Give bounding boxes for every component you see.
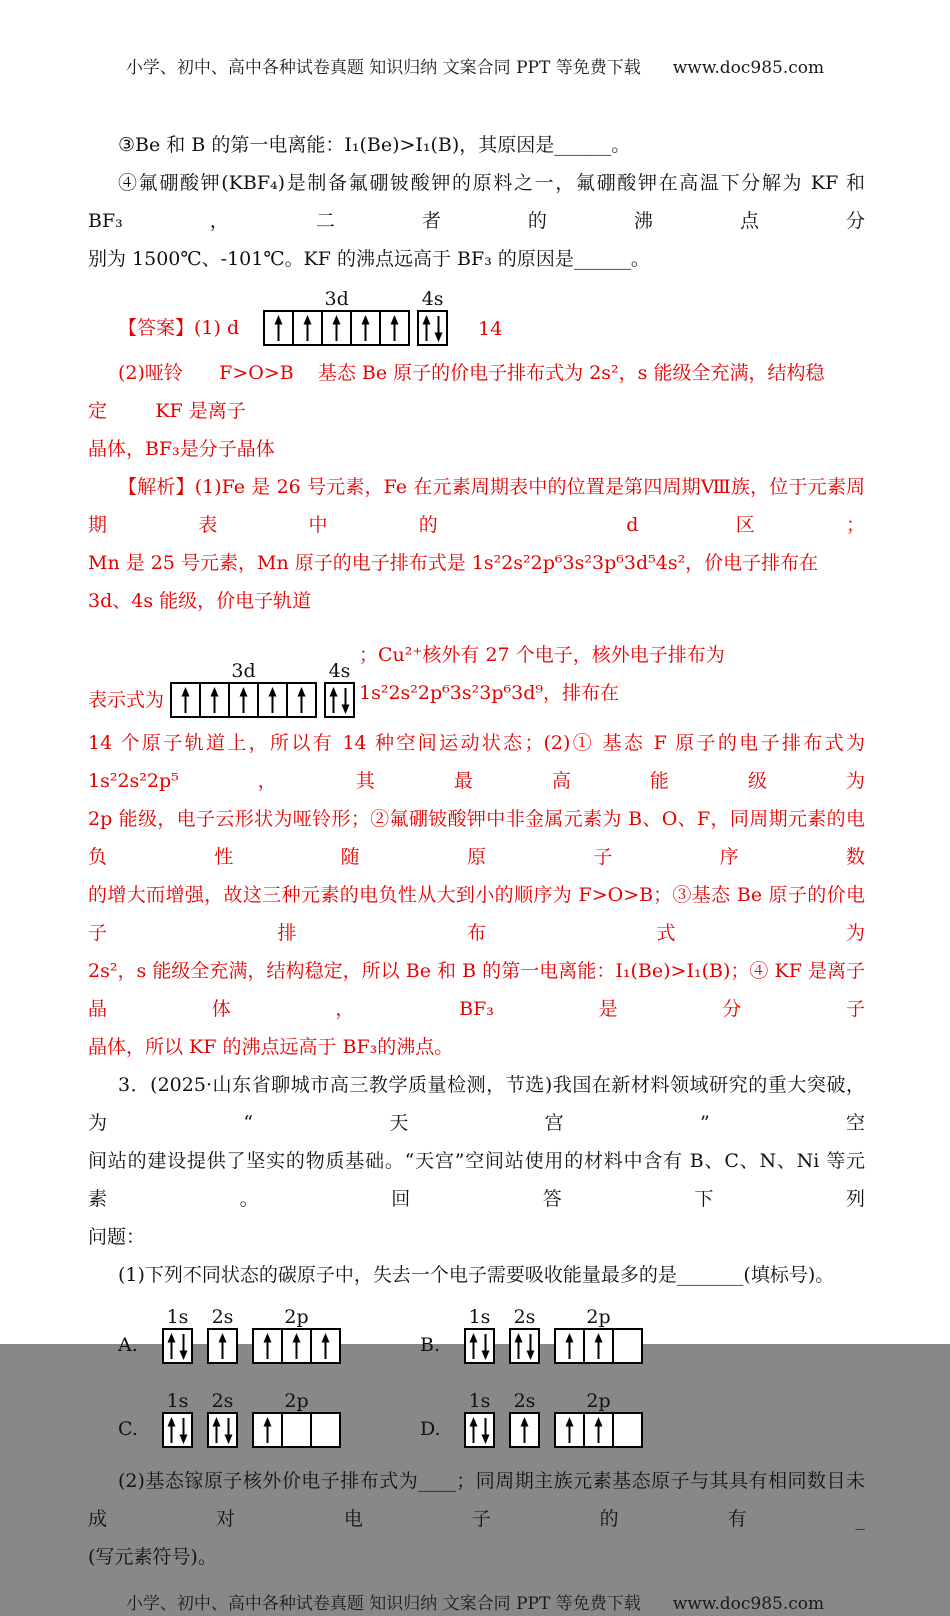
orbital-box-row [170,682,317,718]
down-arrow-icon [178,1417,189,1444]
orbital-sublevel-label: 1s [166,1306,189,1328]
orbital-sublevel-label: 2p [586,1390,611,1412]
text-line: 的增大而增强，故这三种元素的电负性从大到小的顺序为 F>O>B；③基态 Be 原子的价电子排布式为 [88,884,865,944]
orbital-box-row [324,682,355,718]
orbital-sublevel-label: 3d [231,660,256,682]
up-arrow-icon [296,687,307,714]
up-arrow-icon [262,1333,273,1360]
up-arrow-icon [320,1333,331,1360]
orbital-box-updown [324,682,355,718]
orbital-box-up [170,682,201,718]
analysis-diagram-prefix: 表示式为 [88,689,165,711]
down-arrow-icon [178,1333,189,1360]
orbital-sublevel-label: 4s [421,288,444,310]
text-line: ④氟硼酸钾(KBF₄)是制备氟硼铍酸钾的原料之一，氟硼酸钾在高温下分解为 KF 和 BF₃，二者的沸点分 [88,172,865,232]
orbital-sublevel-label: 2s [513,1306,536,1328]
option-D-orbital-diagram [464,1390,643,1448]
option-B-orbital-diagram [464,1306,643,1364]
orbital-box-up [257,682,288,718]
orbital-box-updown [162,1328,193,1364]
orbital-box-up [286,682,317,718]
up-arrow-icon [421,315,432,342]
up-arrow-icon [468,1333,479,1360]
orbital-sublevel-label: 2p [586,1306,611,1328]
up-arrow-icon [389,315,400,342]
answer-label: 【答案】(1) d [118,317,240,339]
up-arrow-icon [360,315,371,342]
orbital-box-up [252,1412,283,1448]
text-line: 2s²，s 能级全充满，结构稳定，所以 Be 和 B 的第一电离能：I₁(Be)>I₁(B)；④ KF 是离子晶体，BF₃是分子 [88,960,865,1020]
option-A [118,1306,420,1364]
text-line: 晶体，BF₃是分子晶体 [88,438,275,460]
orbital-box-row [252,1412,341,1448]
analysis-diagram-suffix: ；Cu²⁺核外有 27 个电子，核外电子排布为 1s²2s²2p⁶3s²3p⁶3d⁹，排布在 [359,644,725,704]
orbital-box-row [263,310,410,346]
orbital-box-row [464,1412,495,1448]
header-site-url: www.doc985.com [672,58,825,78]
up-arrow-icon [166,1333,177,1360]
up-arrow-icon [211,1417,222,1444]
text-line: (1)下列不同状态的碳原子中，失去一个电子需要吸收能量最多的是_______(填标号)。 [118,1264,835,1286]
text-line: 2p 能级，电子云形状为哑铃形；②氟硼铍酸钾中非金属元素为 B、O、F，同周期元素的电负性随原子序数 [88,808,865,868]
up-arrow-icon [564,1417,575,1444]
orbital-box-up [228,682,259,718]
question2-item4-paragraph [88,164,865,278]
text-line: 14 个原子轨道上，所以有 14 种空间运动状态；(2)① 基态 F 原子的电子排布式为 1s²2s²2p⁵，其最高能级为 [88,732,865,792]
orbital-sublevel-label: 4s [328,660,351,682]
answer-part2-paragraph [88,354,865,468]
question3-intro-paragraph [88,1066,865,1256]
orbital-box-row [207,1328,238,1364]
orbital-group-2p [252,1390,341,1448]
orbital-box-empty [612,1412,643,1448]
up-arrow-icon [302,315,313,342]
option-B [420,1306,722,1364]
analysis-diagram-row [88,636,865,718]
text-line: 间站的建设提供了坚实的物质基础。“天宫”空间站使用的材料中含有 B、C、N、Ni 等元素。回答下列 [88,1150,865,1210]
orbital-box-row [162,1412,193,1448]
orbital-group-2s [207,1390,238,1448]
up-arrow-icon [564,1333,575,1360]
orbital-group-2s [207,1306,238,1364]
orbital-box-empty [310,1412,341,1448]
options-row-2 [88,1390,865,1448]
text-line: 别为 1500℃、-101℃。KF 的沸点远高于 BF₃ 的原因是______。 [88,248,650,270]
orbital-group-2p [554,1390,643,1448]
orbital-box-row [417,310,448,346]
up-arrow-icon [519,1417,530,1444]
orbital-box-up [509,1412,540,1448]
text-line: (写元素符号)。 [88,1546,217,1568]
orbital-box-updown [464,1412,495,1448]
orbital-box-up [281,1328,312,1364]
option-D-label: D. [420,1418,441,1440]
orbital-box-row [464,1328,495,1364]
orbital-box-up [350,310,381,346]
up-arrow-icon [468,1417,479,1444]
orbital-box-row [252,1328,341,1364]
orbital-group-2s [509,1390,540,1448]
orbital-box-up [199,682,230,718]
orbital-group-4s [417,288,448,346]
answer-orbital-count: 14 [478,318,503,340]
footer-promo-text: 小学、初中、高中各种试卷真题 知识归纳 文案合同 PPT 等免费下载 [125,1594,641,1614]
down-arrow-icon [525,1333,536,1360]
option-B-label: B. [420,1334,441,1356]
orbital-sublevel-label: 1s [166,1390,189,1412]
text-line: (2)哑铃 F>O>B 基态 Be 原子的价电子排布式为 2s²，s 能级全充满，结构稳定 KF 是离子 [88,362,825,422]
option-C-label: C. [118,1418,138,1440]
orbital-sublevel-label: 2p [284,1306,309,1328]
up-arrow-icon [217,1333,228,1360]
orbital-box-updown [207,1412,238,1448]
up-arrow-icon [267,687,278,714]
orbital-group-2p [554,1306,643,1364]
orbital-sublevel-label: 2p [284,1390,309,1412]
orbital-group-3d [170,660,317,718]
up-arrow-icon [238,687,249,714]
orbital-group-3d [263,288,410,346]
orbital-sublevel-label: 2s [211,1306,234,1328]
orbital-sublevel-label: 2s [513,1390,536,1412]
text-line: Mn 是 25 号元素，Mn 原子的电子排布式是 1s²2s²2p⁶3s²3p⁶3d⁵4s²，价电子排布在 3d、4s 能级，价电子轨道 [88,552,819,612]
down-arrow-icon [480,1333,491,1360]
orbital-box-up [554,1328,585,1364]
page-header [0,0,950,80]
orbital-box-up [310,1328,341,1364]
orbital-box-up [379,310,410,346]
orbital-box-updown [162,1412,193,1448]
orbital-box-updown [417,310,448,346]
up-arrow-icon [593,1417,604,1444]
orbital-group-1s [464,1390,495,1448]
orbital-box-updown [464,1328,495,1364]
up-arrow-icon [262,1417,273,1444]
text-line: 问题： [88,1226,146,1248]
down-arrow-icon [433,315,444,342]
option-C-orbital-diagram [162,1390,341,1448]
analysis-part2-paragraph [88,724,865,1066]
orbital-box-up [583,1412,614,1448]
orbital-box-row [554,1412,643,1448]
orbital-box-row [509,1412,540,1448]
down-arrow-icon [223,1417,234,1444]
up-arrow-icon [180,687,191,714]
orbital-group-2s [509,1306,540,1364]
question3-part1-paragraph [88,1256,865,1294]
orbital-box-row [207,1412,238,1448]
orbital-group-2p [252,1306,341,1364]
orbital-box-empty [281,1412,312,1448]
orbital-group-1s [464,1306,495,1364]
option-A-orbital-diagram [162,1306,341,1364]
orbital-box-up [207,1328,238,1364]
answer-orbital-diagram [263,288,448,346]
question2-item3-paragraph [88,126,865,164]
text-line: 【解析】(1)Fe 是 26 号元素，Fe 在元素周期表中的位置是第四周期Ⅷ族，位于元素周期表中的 d 区； [88,476,865,536]
orbital-group-1s [162,1306,193,1364]
up-arrow-icon [273,315,284,342]
up-arrow-icon [328,687,339,714]
orbital-box-row [162,1328,193,1364]
option-D [420,1390,722,1448]
orbital-box-updown [509,1328,540,1364]
orbital-group-1s [162,1390,193,1448]
up-arrow-icon [209,687,220,714]
orbital-sublevel-label: 1s [468,1390,491,1412]
orbital-box-up [263,310,294,346]
up-arrow-icon [331,315,342,342]
text-line: 3．(2025·山东省聊城市高三教学质量检测，节选)我国在新材料领域研究的重大突破，为“天宫”空 [88,1074,865,1134]
analysis-orbital-diagram [170,660,355,718]
orbital-sublevel-label: 2s [211,1390,234,1412]
orbital-box-up [583,1328,614,1364]
orbital-box-up [252,1328,283,1364]
orbital-box-up [321,310,352,346]
text-line: ③Be 和 B 的第一电离能：I₁(Be)>I₁(B)，其原因是______。 [118,134,631,156]
down-arrow-icon [480,1417,491,1444]
up-arrow-icon [291,1333,302,1360]
orbital-box-up [292,310,323,346]
orbital-box-empty [612,1328,643,1364]
orbital-sublevel-label: 3d [324,288,349,310]
text-line: 晶体，所以 KF 的沸点远高于 BF₃的沸点。 [88,1036,454,1058]
up-arrow-icon [593,1333,604,1360]
options-row-1 [88,1306,865,1364]
analysis-part1-paragraph [88,468,865,620]
text-line: (2)基态镓原子核外价电子排布式为____；同周期主族元素基态原子与其具有相同数目未成对电子的有_ [88,1470,865,1530]
orbital-sublevel-label: 1s [468,1306,491,1328]
option-A-label: A. [118,1334,138,1356]
orbital-box-up [554,1412,585,1448]
orbital-group-4s [324,660,355,718]
up-arrow-icon [513,1333,524,1360]
question3-part2-paragraph [88,1462,865,1576]
option-C [118,1390,420,1448]
footer-site-url: www.doc985.com [672,1594,825,1614]
down-arrow-icon [340,687,351,714]
page-footer [0,1592,950,1616]
orbital-box-row [509,1328,540,1364]
up-arrow-icon [166,1417,177,1444]
document-body [0,80,950,1576]
answer-row [88,288,865,346]
header-promo-text: 小学、初中、高中各种试卷真题 知识归纳 文案合同 PPT 等免费下载 [125,58,641,78]
orbital-box-row [554,1328,643,1364]
